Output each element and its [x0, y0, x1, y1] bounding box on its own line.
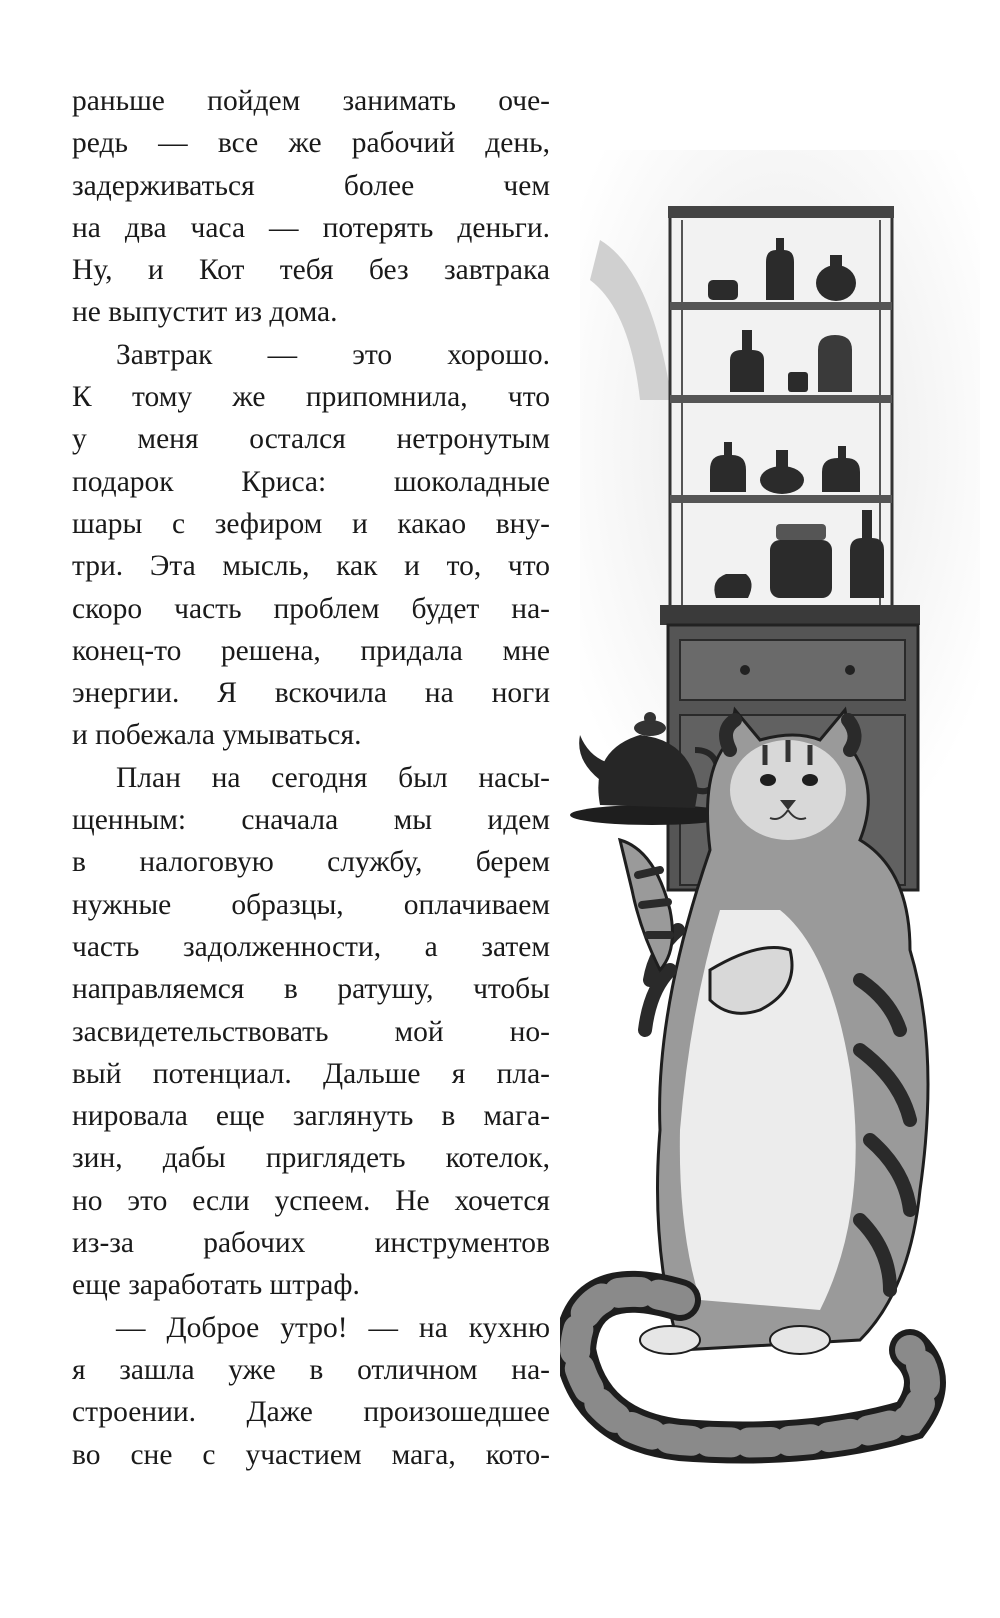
text-line: еще заработать штраф.	[72, 1269, 360, 1302]
text-line: Ну, и Кот тебя без завтрака	[72, 254, 550, 287]
text-line: щенным: сначала мы идем	[72, 804, 550, 837]
text-line: направляемся в ратушу, чтобы	[72, 973, 550, 1006]
text-line: План на сегодня был насы-	[116, 761, 550, 794]
text-line: нировала еще заглянуть в мага-	[72, 1100, 550, 1133]
text-line: шары с зефиром и какао вну-	[72, 507, 550, 540]
page-text	[72, 80, 550, 1476]
text-line: и побежала умываться.	[72, 719, 362, 752]
text-line: зин, дабы приглядеть котелок,	[72, 1142, 550, 1175]
text-line: но это если успеем. Не хочется	[72, 1184, 550, 1217]
text-line: во сне с участием мага, кото-	[72, 1438, 550, 1471]
cat-illustration	[560, 150, 980, 1480]
text-line: конец-то решена, придала мне	[72, 634, 550, 667]
text-line: задерживаться более чем	[72, 169, 550, 202]
text-line: раньше пойдем занимать оче-	[72, 85, 550, 117]
text-line: энергии. Я вскочила на ноги	[72, 677, 550, 710]
text-line: засвидетельствовать мой но-	[72, 1015, 550, 1048]
text-line: часть задолженности, а затем	[72, 930, 550, 963]
text-line: у меня остался нетронутым	[72, 423, 550, 456]
text-line: — Доброе утро! — на кухню	[116, 1311, 550, 1344]
text-line: строении. Даже произошедшее	[72, 1396, 550, 1429]
text-line: вый потенциал. Дальше я пла-	[72, 1057, 550, 1090]
text-line: Завтрак — это хорошо.	[116, 338, 550, 371]
text-line: в налоговую службу, берем	[72, 846, 550, 879]
text-line: скоро часть проблем будет на-	[72, 592, 550, 625]
text-line: нужные образцы, оплачиваем	[72, 888, 550, 921]
text-line: подарок Криса: шоколадные	[72, 465, 550, 498]
text-line: я зашла уже в отличном на-	[72, 1353, 550, 1386]
cat-illustration-svg	[560, 150, 980, 1480]
text-line: из-за рабочих инструментов	[72, 1227, 550, 1260]
text-line: три. Эта мысль, как и то, что	[72, 550, 550, 583]
text-line: не выпустит из дома.	[72, 296, 338, 329]
text-line: редь — все же рабочий день,	[72, 127, 550, 160]
text-line: К тому же припомнила, что	[72, 381, 550, 414]
text-line: на два часа — потерять деньги.	[72, 211, 550, 244]
